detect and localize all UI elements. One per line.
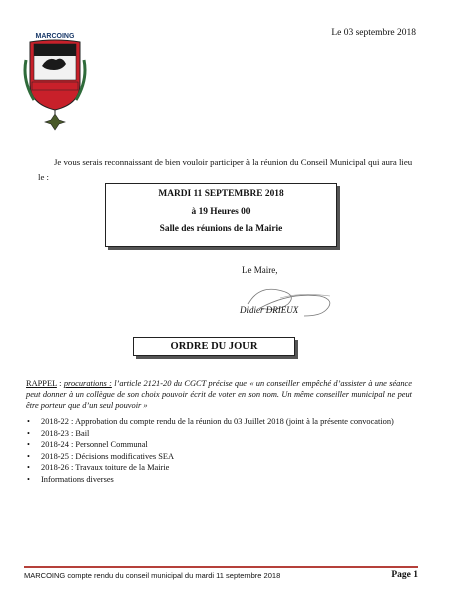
agenda-item bbox=[26, 439, 412, 451]
proxy-reminder bbox=[26, 378, 412, 411]
signature-icon bbox=[240, 278, 350, 322]
page-number: Page 1 bbox=[391, 570, 418, 580]
mayor-name: Didier DRIEUX bbox=[240, 305, 299, 315]
bullet-icon: • bbox=[27, 463, 30, 472]
invitation-paragraph: Je vous serais reconnaissant de bien vouloir participer à la réunion du Conseil Municipal qui aura lieu le : bbox=[38, 157, 413, 182]
bullet-icon: • bbox=[27, 428, 30, 438]
reminder-procurations: procurations : bbox=[63, 379, 112, 388]
agenda-item bbox=[26, 474, 412, 486]
agenda-item bbox=[26, 416, 412, 428]
agenda-item-text: 2018-24 : Personnel Communal bbox=[41, 440, 148, 449]
agenda-item-text: Informations diverses bbox=[41, 474, 114, 484]
footer-caption: MARCOING compte rendu du conseil municipal du mardi 11 septembre 2018 bbox=[24, 571, 281, 580]
bullet-icon: • bbox=[27, 451, 30, 461]
bullet-icon: • bbox=[27, 474, 30, 484]
agenda-list bbox=[26, 416, 412, 485]
coat-of-arms-icon bbox=[22, 30, 88, 134]
bullet-icon: • bbox=[27, 417, 30, 426]
agenda-item-text: 2018-26 : Travaux toiture de la Mairie bbox=[41, 463, 170, 472]
agenda-item bbox=[26, 462, 412, 474]
footer-divider bbox=[24, 566, 418, 568]
agenda-item-text: 2018-23 : Bail bbox=[41, 428, 90, 438]
agenda-item-text: 2018-25 : Décisions modificatives SEA bbox=[41, 451, 175, 461]
reminder-label: RAPPEL bbox=[26, 379, 57, 388]
bullet-icon: • bbox=[27, 440, 30, 449]
letter-date: Le 03 septembre 2018 bbox=[331, 28, 416, 38]
agenda-item-text: 2018-22 : Approbation du compte rendu de la réunion du 03 Juillet 2018 (joint à la présente convocation) bbox=[41, 417, 394, 426]
meeting-time: à 19 Heures 00 bbox=[191, 206, 251, 217]
agenda-title: ORDRE DU JOUR bbox=[133, 337, 295, 356]
crest-text: MARCOING bbox=[35, 33, 75, 40]
reminder-text: l’article 2121-20 du CGCT précise que « un conseiller empêché d’assister à une séance peut donner à un collègue de son choix pouvoir écrit de voter en son nom. Un même conseiller municipal ne peut être porteur que d’un seul pouvoir » bbox=[26, 379, 412, 410]
agenda-item bbox=[26, 451, 412, 463]
mayor-title: Le Maire, bbox=[242, 265, 278, 275]
meeting-place: Salle des réunions de la Mairie bbox=[159, 224, 283, 234]
reminder-separator: : bbox=[56, 379, 64, 388]
meeting-details-box bbox=[105, 183, 337, 247]
agenda-item bbox=[26, 428, 412, 440]
meeting-date: MARDI 11 SEPTEMBRE 2018 bbox=[158, 189, 284, 199]
